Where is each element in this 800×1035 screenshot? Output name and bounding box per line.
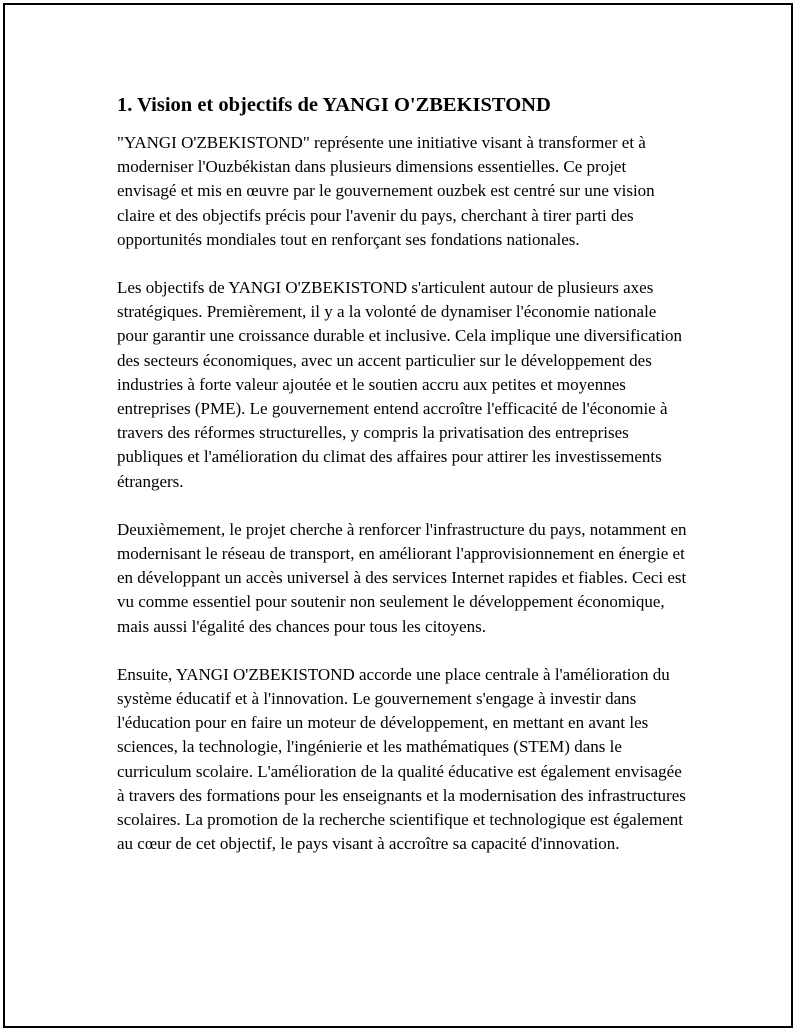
paragraph-intro: "YANGI O'ZBEKISTOND" représente une initiative visant à transformer et à moderniser l'Ouzbékistan dans plusieurs dimensions essentielles. Ce projet envisagé et mis en œuvre par le gouvernement ouzbek est centré sur une vision claire et des objectifs précis pour l'avenir du pays, cherchant à tirer parti des opportunités mondiales tout en renforçant ses fondations nationales. xyxy=(117,133,655,249)
document-body xyxy=(117,92,687,880)
paragraph-education-innovation: Ensuite, YANGI O'ZBEKISTOND accorde une place centrale à l'amélioration du système éducatif et à l'innovation. Le gouvernement s'engage à investir dans l'éducation pour en faire un moteur de développement, en mettant en avant les sciences, la technologie, l'ingénierie et les mathématiques (STEM) dans le curriculum scolaire. L'amélioration de la qualité éducative est également envisagée à travers des formations pour les enseignants et la modernisation des infrastructures scolaires. La promotion de la recherche scientifique et technologique est également au cœur de cet objectif, le pays visant à accroître sa capacité d'innovation. xyxy=(117,664,686,854)
paragraph-economic-objectives: Les objectifs de YANGI O'ZBEKISTOND s'articulent autour de plusieurs axes stratégiques. Premièrement, il y a la volonté de dynamiser l'économie nationale pour garantir une croissance durable et inclusive. Cela implique une diversification des secteurs économiques, avec un accent particulier sur le développement des industries à forte valeur ajoutée et le soutien accru aux petites et moyennes entreprises (PME). Le gouvernement entend accroître l'efficacité de l'économie à travers des réformes structurelles, y compris la privatisation des entreprises publiques et l'amélioration du climat des affaires pour attirer les investissements étrangers. xyxy=(117,278,683,491)
section-heading: 1. Vision et objectifs de YANGI O'ZBEKISTOND xyxy=(117,94,551,116)
paragraph-infrastructure: Deuxièmement, le projet cherche à renforcer l'infrastructure du pays, notamment en modernisant le réseau de transport, en améliorant l'approvisionnement en énergie et en développant un accès universel à des services Internet rapides et fiables. Ceci est vu comme essentiel pour soutenir non seulement le développement économique, mais aussi l'égalité des chances pour tous les citoyens. xyxy=(117,519,687,636)
